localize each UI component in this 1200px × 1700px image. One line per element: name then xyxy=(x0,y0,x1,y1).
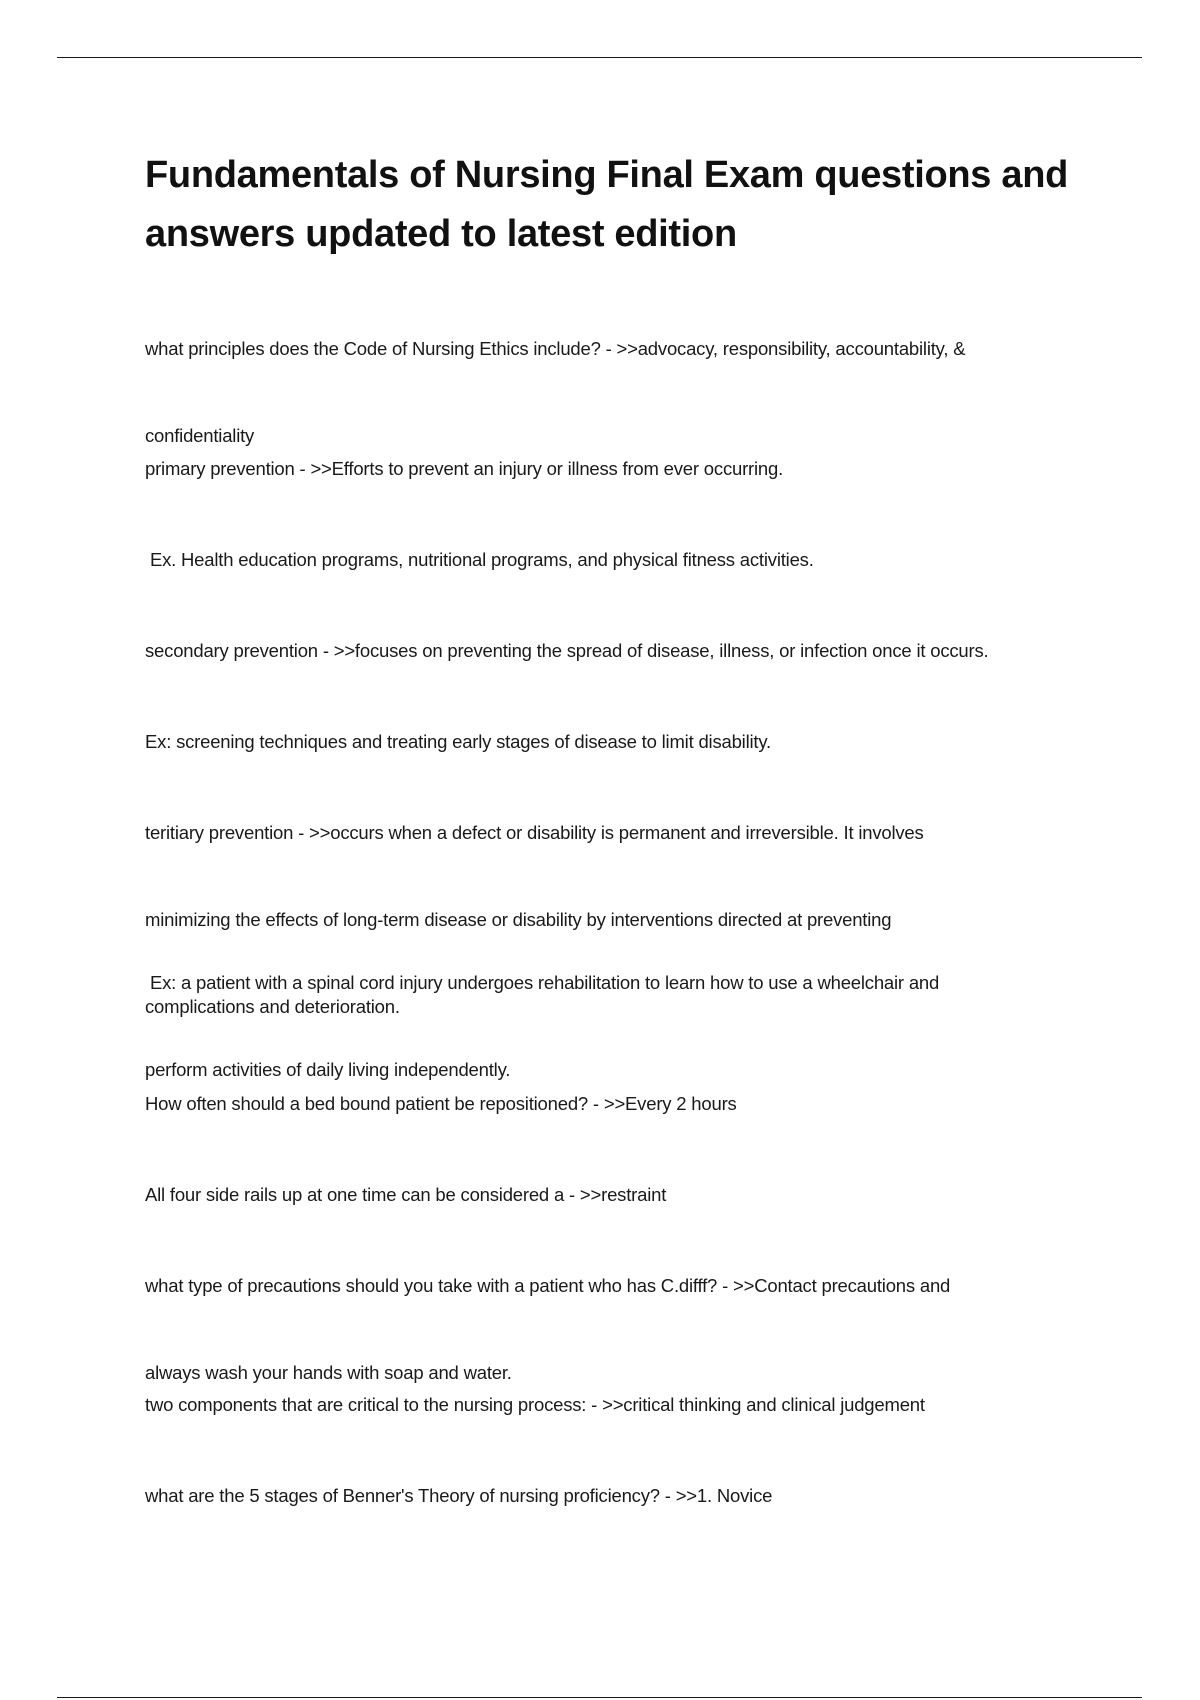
text-line: Ex: a patient with a spinal cord injury undergoes rehabilitation to learn how to use a wheelchair and xyxy=(145,972,940,993)
text-line: secondary prevention - >>focuses on preventing the spread of disease, illness, or infection once it occurs. xyxy=(145,640,989,661)
text-line: complications and deterioration. xyxy=(145,996,400,1017)
text-line: teritiary prevention - >>occurs when a defect or disability is permanent and irreversible. It involves xyxy=(145,822,924,843)
text-line: what type of precautions should you take with a patient who has C.difff? - >>Contact precautions and xyxy=(145,1275,951,1296)
text-line: Ex: screening techniques and treating early stages of disease to limit disability. xyxy=(145,731,771,752)
title-line: Fundamentals of Nursing Final Exam questions and xyxy=(145,154,1069,196)
text-line: primary prevention - >>Efforts to prevent an injury or illness from ever occurring. xyxy=(145,458,784,479)
text-line: what are the 5 stages of Benner's Theory of nursing proficiency? - >>1. Novice xyxy=(145,1485,773,1506)
text-line: confidentiality xyxy=(145,425,255,446)
text-line: two components that are critical to the nursing process: - >>critical thinking and clinical judgement xyxy=(145,1394,925,1415)
text-line: perform activities of daily living independently. xyxy=(145,1059,511,1080)
text-line: Ex. Health education programs, nutritional programs, and physical fitness activities. xyxy=(145,549,814,570)
document-title xyxy=(145,146,1105,264)
text-line: All four side rails up at one time can be considered a - >>restraint xyxy=(145,1184,667,1205)
bottom-rule xyxy=(57,1697,1142,1698)
text-line: what principles does the Code of Nursing Ethics include? - >>advocacy, responsibility, accountability, & xyxy=(145,338,966,359)
text-line: How often should a bed bound patient be repositioned? - >>Every 2 hours xyxy=(145,1093,737,1114)
text-line: always wash your hands with soap and water. xyxy=(145,1362,512,1383)
title-line: answers updated to latest edition xyxy=(145,213,737,255)
text-line: minimizing the effects of long-term disease or disability by interventions directed at preventing xyxy=(145,909,892,930)
qa-benner-theory xyxy=(145,1423,1095,1539)
top-rule xyxy=(57,57,1142,58)
